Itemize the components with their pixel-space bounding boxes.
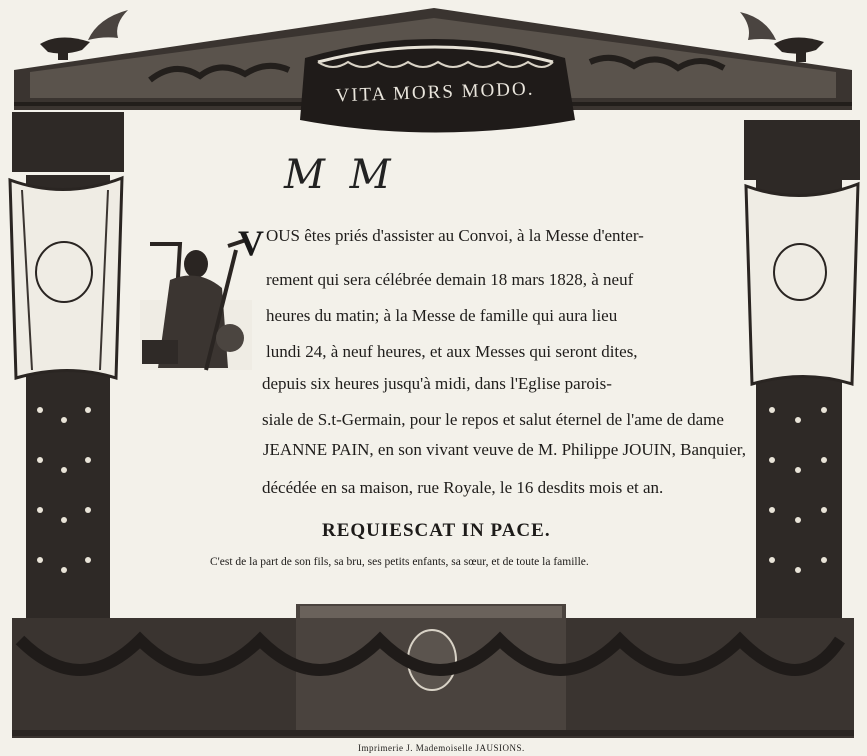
oil-lamp-icon (40, 10, 128, 60)
body-line: heures du matin; à la Messe de famille qui aura lieu (266, 306, 618, 325)
body-line: rement qui sera célébrée demain 18 mars 1828, à neuf (266, 270, 634, 289)
right-column (744, 120, 860, 625)
body-line: lundi 24, à neuf heures, et aux Messes qui seront dites, (266, 342, 638, 361)
body-line: siale de S.t-Germain, pour le repos et salut éternel de l'ame de dame (262, 410, 724, 429)
family-line: C'est de la part de son fils, sa bru, ses petits enfants, sa sœur, et de toute la famille. (210, 556, 589, 568)
pediment (14, 8, 852, 133)
body-line: JEANNE PAIN, en son vivant veuve de M. Philippe JOUIN, Banquier, (262, 440, 746, 459)
requiescat-heading: REQUIESCAT IN PACE. (322, 520, 551, 541)
body-line: depuis six heures jusqu'à midi, dans l'Eglise parois- (262, 374, 612, 393)
initials-heading: M M (284, 152, 397, 198)
drop-capital: V (238, 223, 264, 263)
motto-ribbon: VITA MORS MODO. (335, 78, 535, 107)
left-column (10, 112, 124, 625)
sarcophagus-base (12, 604, 854, 738)
printer-credit: Imprimerie J. Mademoiselle JAUSIONS. (358, 743, 525, 753)
body-line: décédée en sa maison, rue Royale, le 16 desdits mois et an. (262, 478, 664, 497)
father-time-vignette (140, 240, 252, 370)
body-line: OUS êtes priés d'assister au Convoi, à la Messe d'enter- (266, 226, 644, 245)
oil-lamp-icon (740, 12, 824, 62)
